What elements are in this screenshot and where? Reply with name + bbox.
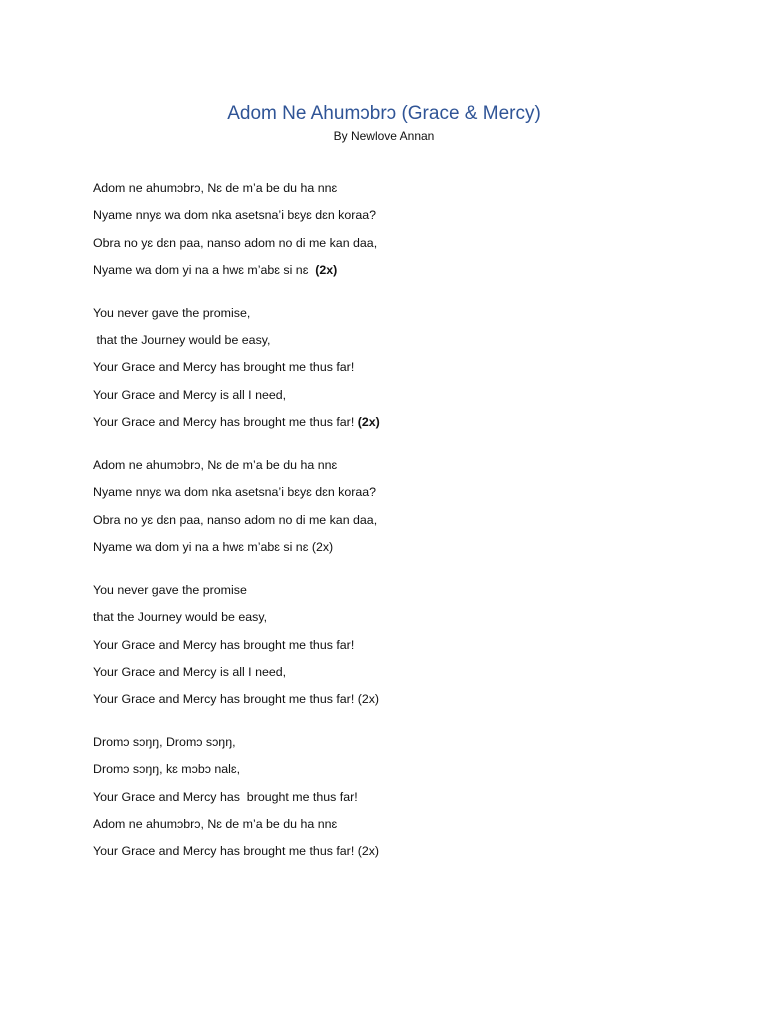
- repeat-marker: (2x): [315, 262, 338, 277]
- lyric-text: Nyame wa dom yi na a hwɛ m’abɛ si nɛ: [93, 262, 316, 277]
- lyric-text: Dromɔ sɔŋŋ, Dromɔ sɔŋŋ,: [93, 735, 236, 750]
- lyric-line: [93, 180, 713, 196]
- lyric-line: [93, 664, 713, 680]
- lyric-text: You never gave the promise: [93, 582, 247, 597]
- lyric-text: Adom ne ahumɔbrɔ, Nɛ de m’a be du ha nnɛ: [93, 181, 338, 195]
- stanza: [93, 734, 713, 859]
- lyric-text: Your Grace and Mercy is all I need,: [93, 664, 287, 679]
- lyric-text: Your Grace and Mercy has brought me thus far!: [93, 415, 358, 430]
- lyric-line: [93, 359, 713, 375]
- lyric-line: [93, 262, 713, 278]
- lyric-line: [93, 235, 713, 251]
- lyric-line: [93, 387, 713, 403]
- lyric-line: [93, 582, 713, 598]
- stanza: [93, 457, 713, 555]
- lyric-line: [93, 734, 713, 750]
- stanza: [93, 180, 713, 278]
- lyric-line: [93, 691, 713, 707]
- repeat-marker: (2x): [311, 539, 334, 554]
- lyric-text: Obra no yɛ dɛn paa, nanso adom no di me kan daa,: [93, 512, 378, 527]
- lyric-text: Your Grace and Mercy has brought me thus far!: [93, 692, 358, 707]
- lyric-text: that the Journey would be easy,: [93, 610, 268, 625]
- stanza: [93, 305, 713, 430]
- lyric-text: that the Journey would be easy,: [93, 333, 271, 348]
- lyric-line: [93, 637, 713, 653]
- lyric-text: Nyame nnyɛ wa dom nka asetsna’i bɛyɛ dɛn koraa?: [93, 208, 377, 223]
- lyric-line: [93, 539, 713, 555]
- lyric-line: [93, 207, 713, 223]
- lyric-line: [93, 457, 713, 473]
- lyric-text: Adom ne ahumɔbrɔ, Nɛ de m’a be du ha nnɛ: [93, 458, 338, 473]
- lyric-line: [93, 816, 713, 832]
- lyric-text: Your Grace and Mercy has brought me thus far!: [93, 844, 358, 859]
- lyric-line: [93, 789, 713, 805]
- stanza: [93, 582, 713, 707]
- lyric-text: Your Grace and Mercy has brought me thus far!: [93, 789, 358, 804]
- lyric-text: Your Grace and Mercy is all I need,: [93, 387, 287, 402]
- lyric-text: Your Grace and Mercy has brought me thus far!: [93, 360, 355, 375]
- lyric-text: Dromɔ sɔŋŋ, kɛ mɔbɔ nalɛ,: [93, 762, 241, 777]
- lyric-text: Obra no yɛ dɛn paa, nanso adom no di me kan daa,: [93, 235, 378, 250]
- lyric-line: [93, 484, 713, 500]
- lyric-line: [93, 609, 713, 625]
- lyric-text: You never gave the promise,: [93, 305, 251, 320]
- lyric-line: [93, 305, 713, 321]
- song-author: By Newlove Annan: [333, 129, 435, 143]
- lyric-line: [93, 843, 713, 859]
- lyric-text: Nyame wa dom yi na a hwɛ m’abɛ si nɛ: [93, 539, 312, 554]
- repeat-marker: (2x): [357, 692, 380, 707]
- repeat-marker: (2x): [357, 415, 380, 430]
- lyric-line: [93, 761, 713, 777]
- repeat-marker: (2x): [357, 844, 380, 859]
- lyric-text: Adom ne ahumɔbrɔ, Nɛ de m’a be du ha nnɛ: [93, 817, 338, 832]
- lyric-line: [93, 332, 713, 348]
- lyric-line: [93, 414, 713, 430]
- lyric-line: [93, 512, 713, 528]
- lyric-text: Nyame nnyɛ wa dom nka asetsna’i bɛyɛ dɛn koraa?: [93, 485, 377, 500]
- lyric-text: Your Grace and Mercy has brought me thus far!: [93, 637, 355, 652]
- song-title: Adom Ne Ahumɔbrɔ (Grace & Mercy): [227, 103, 541, 124]
- lyrics-body: [93, 180, 713, 886]
